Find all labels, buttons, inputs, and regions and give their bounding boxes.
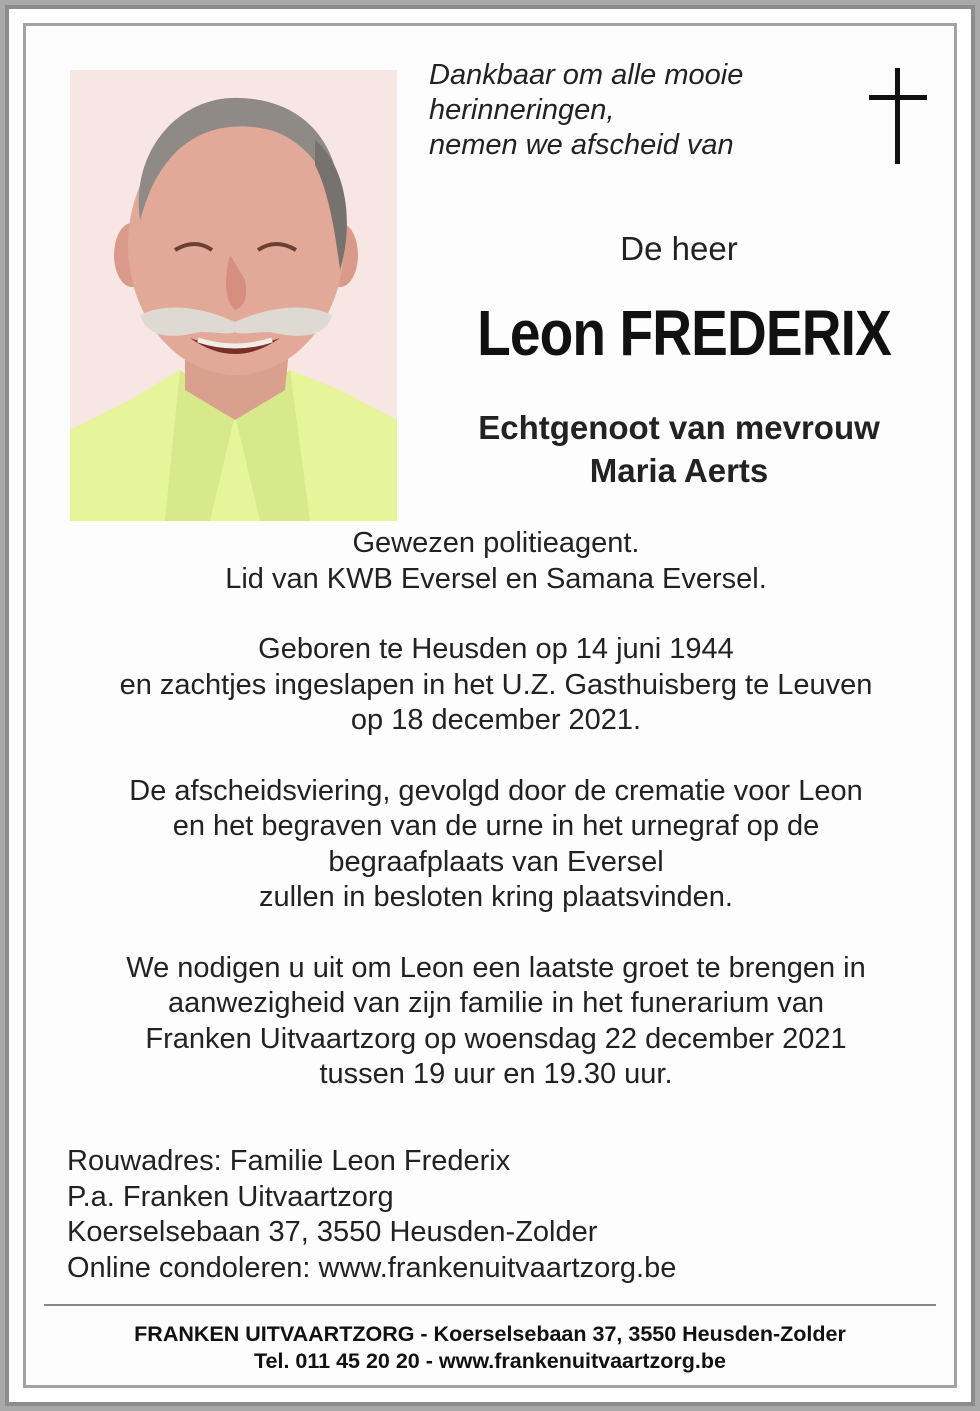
text-line: Franken Uitvaartzorg op woensdag 22 december 2021 bbox=[145, 1022, 847, 1055]
text-line: tussen 19 uur en 19.30 uur. bbox=[319, 1058, 673, 1090]
deceased-name: Leon FREDERIX bbox=[477, 297, 891, 369]
portrait-photo bbox=[70, 70, 397, 521]
obituary-content bbox=[23, 23, 957, 1388]
text-line: begraafplaats van Eversel bbox=[328, 845, 664, 878]
life-dates-paragraph bbox=[66, 632, 926, 739]
text-line: Lid van KWB Eversel en Samana Eversel. bbox=[225, 562, 767, 595]
spouse-line: Echtgenoot van mevrouw bbox=[478, 409, 880, 446]
text-line: en het begraven van de urne in het urnegraf op de bbox=[172, 810, 820, 842]
obituary-text bbox=[66, 526, 926, 1128]
condolence-link[interactable]: Online condoleren: www.frankenuitvaartzorg.be bbox=[67, 1251, 677, 1284]
occupation-paragraph bbox=[66, 526, 926, 597]
spouse-info bbox=[429, 406, 929, 492]
address-line: P.a. Franken Uitvaartzorg bbox=[67, 1180, 394, 1213]
text-line: Geboren te Heusden op 14 juni 1944 bbox=[258, 633, 734, 665]
text-line: aanwezigheid van zijn familie in het funerarium van bbox=[167, 987, 825, 1019]
cross-icon bbox=[869, 68, 927, 164]
address-line: Rouwadres: Familie Leon Frederix bbox=[67, 1145, 511, 1177]
text-line: zullen in besloten kring plaatsvinden. bbox=[259, 881, 733, 913]
quote-line: herinneringen, bbox=[429, 94, 615, 126]
footer-divider bbox=[44, 1304, 936, 1306]
address-line: Koerselsebaan 37, 3550 Heusden-Zolder bbox=[67, 1216, 598, 1248]
footer-contact: Tel. 011 45 20 20 - www.frankenuitvaartzorg.be bbox=[254, 1349, 726, 1373]
opening-quote bbox=[429, 58, 849, 163]
footer-address: FRANKEN UITVAARTZORG - Koerselsebaan 37, 3550 Heusden-Zolder bbox=[134, 1322, 846, 1346]
quote-line: nemen we afscheid van bbox=[429, 129, 734, 161]
text-line: op 18 december 2021. bbox=[350, 704, 642, 736]
text-line: De afscheidsviering, gevolgd door de crematie voor Leon bbox=[129, 774, 863, 807]
ceremony-paragraph bbox=[66, 774, 926, 916]
funeral-home-footer bbox=[26, 1321, 954, 1375]
text-line: We nodigen u uit om Leon een laatste groet te brengen in bbox=[126, 951, 866, 984]
text-line: en zachtjes ingeslapen in het U.Z. Gasthuisberg te Leuven bbox=[119, 668, 873, 701]
text-line: Gewezen politieagent. bbox=[352, 527, 640, 559]
obituary-card bbox=[5, 5, 975, 1406]
visitation-paragraph bbox=[66, 951, 926, 1093]
salutation: De heer bbox=[620, 230, 738, 267]
spouse-name: Maria Aerts bbox=[589, 452, 769, 489]
quote-line: Dankbaar om alle mooie bbox=[429, 59, 744, 91]
mourning-address bbox=[67, 1144, 867, 1286]
